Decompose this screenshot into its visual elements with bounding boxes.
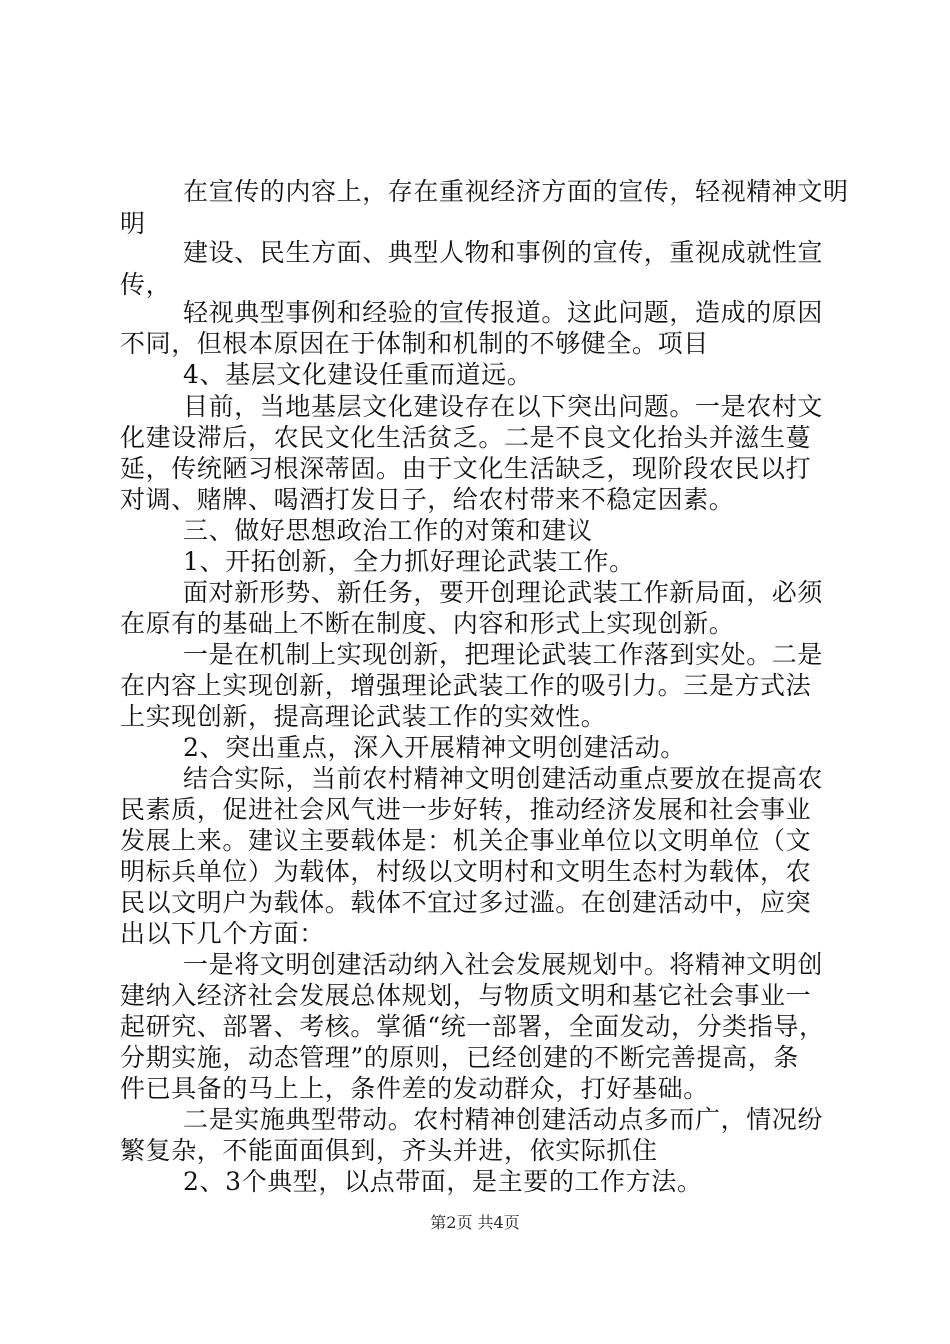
text-line: 建纳入经济社会发展总体规划，与物质文明和基它社会事业一 bbox=[120, 981, 812, 1010]
text-line: 民素质，促进社会风气进一步好转，推动经济发展和社会事业 bbox=[120, 795, 812, 824]
text-line: 化建设滞后，农民文化生活贫乏。二是不良文化抬头并滋生蔓 bbox=[120, 423, 812, 452]
text-line: 建设、民生方面、典型人物和事例的宣传，重视成就性宣 bbox=[183, 238, 824, 267]
text-line: 上实现创新，提高理论武装工作的实效性。 bbox=[120, 702, 607, 731]
text-line: 一是将文明创建活动纳入社会发展规划中。将精神文明创 bbox=[183, 950, 824, 979]
text-line: 分期实施，动态管理”的原则，已经创建的不断完善提高，条 bbox=[120, 1043, 799, 1072]
text-line: 面对新形势、新任务，要开创理论武装工作新局面，必须 bbox=[183, 578, 824, 607]
text-line: 结合实际，当前农村精神文明创建活动重点要放在提高农 bbox=[183, 764, 824, 793]
text-line: 不同，但根本原因在于体制和机制的不够健全。项目 bbox=[120, 329, 709, 358]
text-line: 发展上来。建议主要载体是：机关企事业单位以文明单位（文 bbox=[120, 826, 812, 855]
text-line: 传， bbox=[120, 270, 172, 299]
text-line: 延，传统陋习根深蒂固。由于文化生活缺乏，现阶段农民以打 bbox=[120, 454, 812, 483]
text-line: 出以下几个方面： bbox=[120, 919, 325, 948]
text-line: 轻视典型事例和经验的宣传报道。这此问题，造成的原因 bbox=[183, 298, 824, 327]
text-line: 起研究、部署、考核。掌循“统一部署，全面发动，分类指导， bbox=[120, 1012, 825, 1041]
page-number-footer: 第2页 共4页 bbox=[430, 1213, 520, 1232]
text-line: 对调、赌牌、喝酒打发日子，给农村带来不稳定因素。 bbox=[120, 485, 735, 514]
text-line: 在原有的基础上不断在制度、内容和形式上实现创新。 bbox=[120, 609, 735, 638]
text-line: 二是实施典型带动。农村精神创建活动点多而广，情况纷 bbox=[183, 1105, 824, 1134]
text-line: 明 bbox=[120, 209, 146, 238]
text-line: 在宣传的内容上，存在重视经济方面的宣传，轻视精神文明 bbox=[183, 177, 849, 206]
text-line: 4、基层文化建设任重而道远。 bbox=[183, 360, 533, 389]
text-line: 在内容上实现创新，增强理论武装工作的吸引力。三是方式法 bbox=[120, 671, 812, 700]
text-line: 2、3个典型，以点带面，是主要的工作方法。 bbox=[183, 1167, 703, 1196]
text-line: 三、做好思想政治工作的对策和建议 bbox=[183, 516, 593, 545]
text-line: 一是在机制上实现创新，把理论武装工作落到实处。二是 bbox=[183, 640, 824, 669]
text-line: 目前，当地基层文化建设存在以下突出问题。一是农村文 bbox=[183, 392, 824, 421]
text-line: 民以文明户为载体。载体不宜过多过滥。在创建活动中，应突 bbox=[120, 888, 812, 917]
text-line: 1、开拓创新，全力抓好理论武装工作。 bbox=[183, 547, 635, 576]
text-line: 件已具备的马上上，条件差的发动群众，打好基础。 bbox=[120, 1074, 709, 1103]
text-line: 2、突出重点，深入开展精神文明创建活动。 bbox=[183, 733, 686, 762]
text-line: 明标兵单位）为载体，村级以文明村和文明生态村为载体，农 bbox=[120, 857, 812, 886]
text-line: 繁复杂，不能面面俱到，齐头并进，依实际抓住 bbox=[120, 1136, 658, 1165]
